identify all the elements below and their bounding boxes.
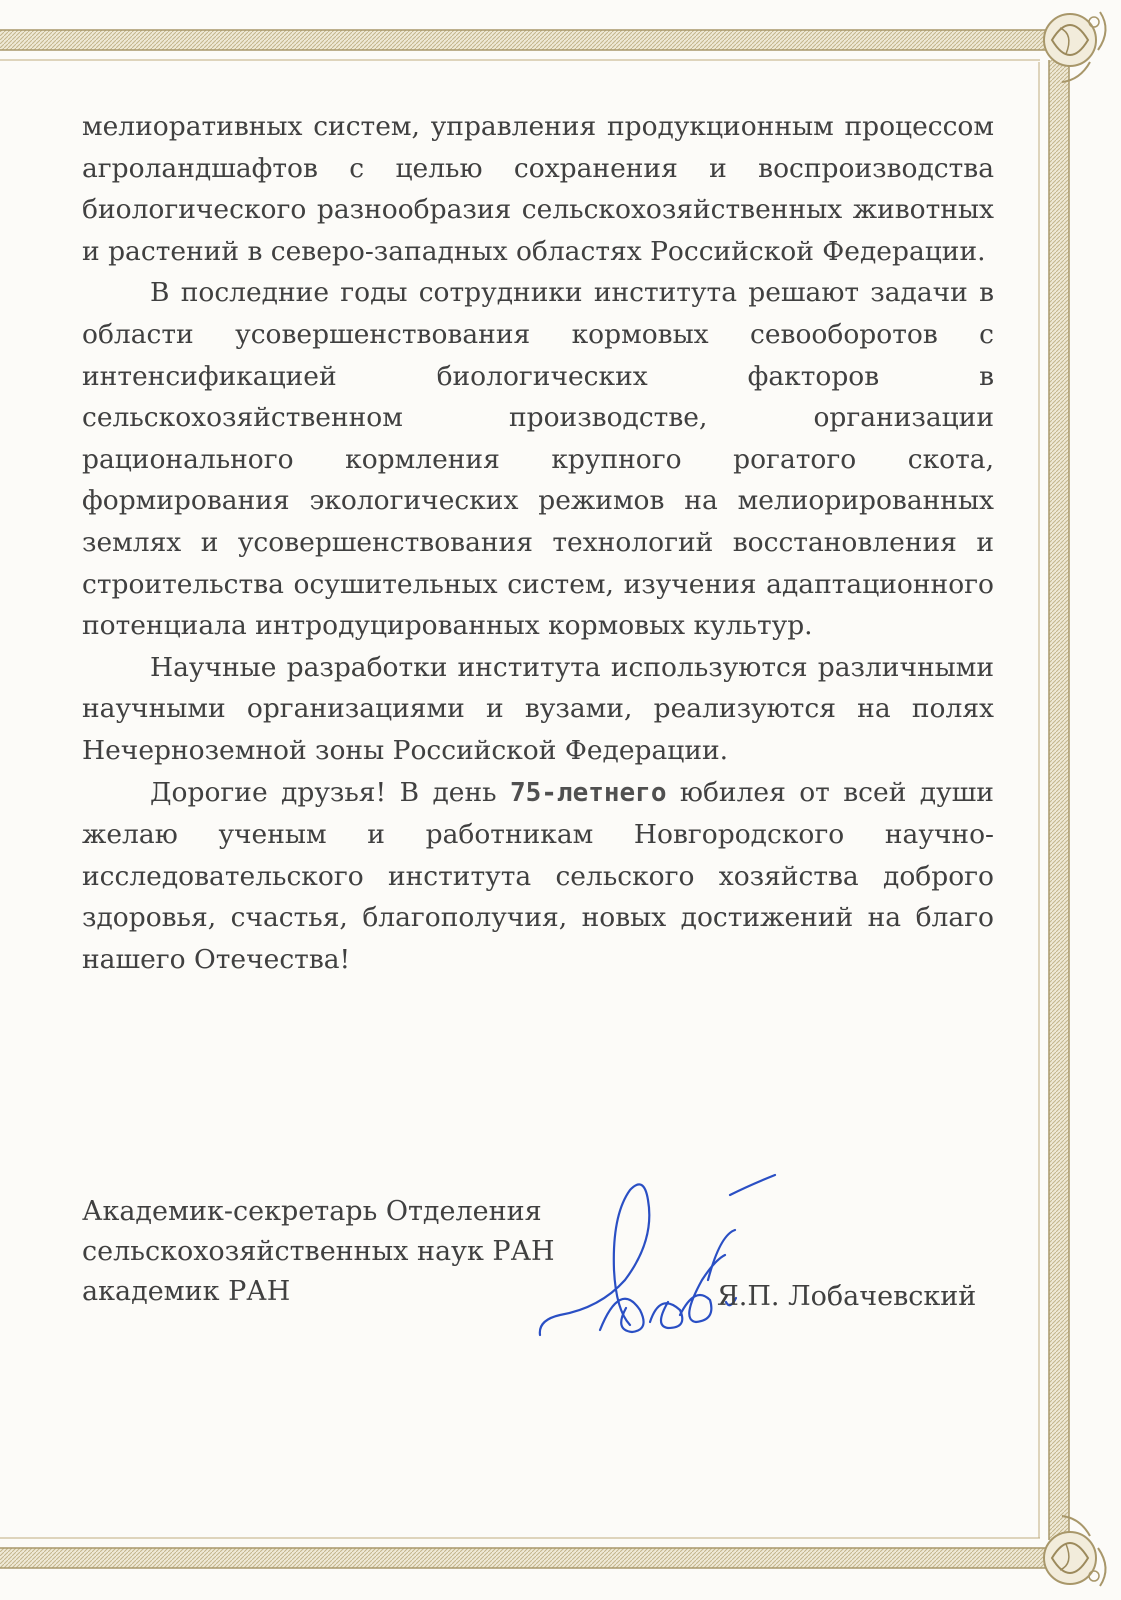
closing-text-start: Дорогие друзья! В день [150,776,497,808]
jubilee-number: 75-летнего [509,777,667,808]
signer-title-line: Академик-секретарь Отделения [82,1196,542,1227]
signer-title-line: сельскохозяйственных наук РАН [82,1236,555,1267]
signer-name: Я.П. Лобачевский [717,1281,977,1312]
signer-title [82,1192,602,1312]
closing-text-end: юбилея от всей души желаю ученым и работникам Новгородского научно-исследовательского института сельского хозяйства доброго здоровья, счастья, благополучия, новых достижений на благо нашего Отечества! [82,776,994,975]
closing-paragraph [82,772,994,981]
body-paragraph: мелиоративных систем, управления продукционным процессом агроландшафтов с целью сохранения и воспроизводства биологического разнообразия сельскохозяйственных животных и растений в северо-западных областях Российской Федерации. [82,111,994,267]
body-paragraph: Научные разработки института используются различными научными организациями и вузами, реализуются на полях Нечерноземной зоны Российской Федерации. [82,651,994,766]
letter-body [82,106,994,980]
signer-title-line: академик РАН [82,1276,291,1307]
body-paragraph: В последние годы сотрудники института решают задачи в области усовершенствования кормовых севооборотов с интенсификацией биологических факторов в сельскохозяйственном производстве, организации рационального кормления крупного рогатого скота, формирования экологических режимов на мелиорированных землях и усовершенствования технологий восстановления и строительства осушительных систем, изучения адаптационного потенциала интродуцированных кормовых культур. [82,277,994,642]
handwritten-signature [530,1160,790,1360]
